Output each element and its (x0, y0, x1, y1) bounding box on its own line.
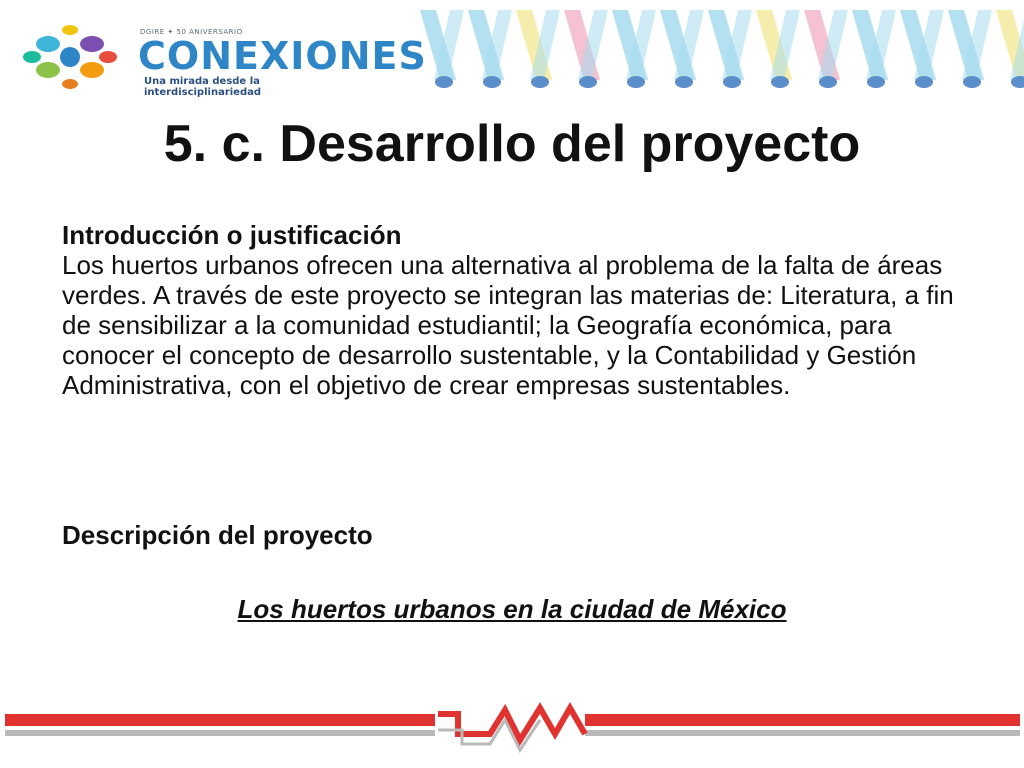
slide-title: 5. c. Desarrollo del proyecto (163, 115, 861, 173)
intro-heading: Introducción o justificación (62, 220, 402, 250)
stripe-dot (819, 76, 837, 88)
stripe-dot (963, 76, 981, 88)
stripe-dot (579, 76, 597, 88)
logo-tagline: Una mirada desde la interdisciplinariedad (144, 76, 262, 98)
decorative-stripes (410, 0, 1024, 95)
footer-banner (0, 700, 1024, 768)
logo-anniversary-text: DGIRE ✦ 50 ANIVERSARIO (140, 28, 243, 36)
project-title-link[interactable]: Los huertos urbanos en la ciudad de México (237, 594, 787, 624)
stripe-dot (483, 76, 501, 88)
stripe-dot (771, 76, 789, 88)
intro-paragraph: Los huertos urbanos ofrecen una alternativa al problema de la falta de áreas verdes. A través de este proyecto se integran las materias de: Literatura, a fin de sensibilizar a la comunidad estudiantil; la Geografía económica, para conocer el concepto de desarrollo sustentable, y la Contabilidad y Gestión Administrativa, con el objetivo de crear empresas sustentables. (62, 250, 954, 400)
conexiones-logo (20, 22, 427, 98)
description-heading: Descripción del proyecto (62, 520, 373, 550)
logo-wordmark: CONEXIONES (138, 34, 427, 78)
stripe-dot (723, 76, 741, 88)
stripe-dot (435, 76, 453, 88)
stripe-dot (867, 76, 885, 88)
stripe-dot (675, 76, 693, 88)
slide-body (62, 220, 962, 400)
conexiones-logo-mark-icon (20, 22, 120, 92)
stripe-dot (627, 76, 645, 88)
stripe-dot (915, 76, 933, 88)
stripe-dot (531, 76, 549, 88)
